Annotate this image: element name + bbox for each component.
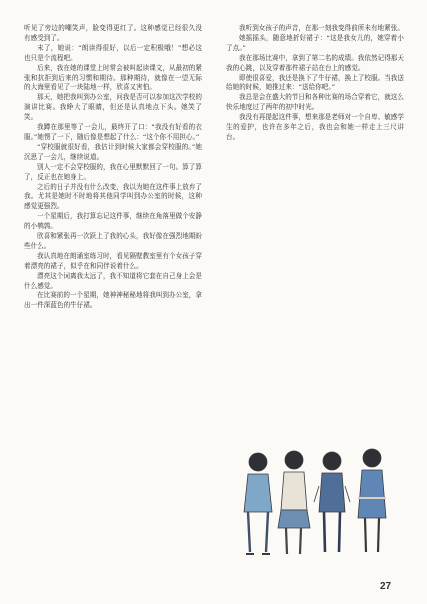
paragraph: 我在那场比赛中，拿到了第二名的成绩。我依然记得那天我的心跳，以及穿着那件裙子站在台上的感觉。 (226, 53, 404, 72)
paragraph: 我没有再提起这件事，想来那是老师对一个自卑、敏感学生的爱护，也许在多年之后，我也会和她一样走上三尺讲台。 (226, 113, 404, 141)
student-figure (244, 453, 272, 554)
paragraph: 她摇摇头，随意地折好裙子：“这是我女儿的，她穿着小了点。” (226, 33, 404, 52)
article-column-right (226, 24, 404, 330)
students-illustration (234, 440, 402, 565)
paragraph: 漂亮这个词离我太远了，我不知道将它套在自己身上会是什么感觉。 (24, 271, 202, 290)
page-number: 27 (380, 581, 392, 592)
paragraph: 我总是会在盛大的节日和各种比赛的场合穿着它，就这么快乐地度过了两年的初中时光。 (226, 93, 404, 112)
paragraph: 后来，我在她的课堂上时常会被叫起读课文，从最初的紧张和抗拒到后来的习惯和期待。那种期待，就像在一望无际的大海里看见了一块陆地一样，欣喜又害怕。 (24, 63, 202, 92)
paragraph: 那天，她把我叫到办公室，问我是否可以参加这次学校的演讲比赛。我睁大了眼睛，但还是认真地点下头。她笑了笑。 (24, 93, 202, 122)
student-figure (278, 451, 310, 554)
paragraph: 听见了旁边的嘲笑声，脸变得更红了。这种感觉已经很久没有感受到了。 (24, 24, 202, 42)
student-figure (314, 452, 350, 552)
paragraph: 即使很喜爱，我还是换下了牛仔裙，换上了校服。当我送给她的时候，她推过来：“送给你吧。” (226, 73, 404, 92)
paragraph: 之后的日子并没有什么改变，我以为她在这件事上放弃了我。尤其是她时不时地将其他同学叫到办公室的时候，这种感觉更强烈。 (24, 182, 202, 211)
student-figure (358, 449, 386, 552)
paragraph: 我认真地在朗诵室练习时，看见隔壁教室里有个女孩子穿着漂亮的裙子，似乎在和同伴说着什么。 (24, 251, 202, 270)
paragraph: 我蹲在那里等了一会儿，最终开了口：“我没有好看的衣服。”她愣了一下，随后像是想起了什么：“这个你不用担心。” (24, 123, 202, 141)
paragraph: 欣喜和紧张再一次跃上了我的心头，我好像在强烈地期盼些什么。 (24, 232, 202, 250)
paragraph: 一个星期后，我打算忘记这件事，继续在角落里做个安静的小鹌鹑。 (24, 212, 202, 231)
paragraph: 在比赛前的一个星期，她神神秘秘地将我叫到办公室，拿出一件深蓝色的牛仔裙。 (24, 291, 202, 310)
article-column-left (24, 24, 202, 584)
paragraph: “穿校服就很好看，我估计到时候大家都会穿校服的。”她沉思了一会儿，继续说道。 (24, 142, 202, 161)
paragraph: 末了，她说：“朗读得很好，以后一定积极哦！”想必这也只是个流程吧。 (24, 43, 202, 62)
paragraph: 别人一定不会穿校服的，我在心里默默回了一句。算了算了，反正也在她身上。 (24, 162, 202, 181)
paragraph: 我听到女孩子的声音，在那一刻我变得前所未有地紧张。 (239, 24, 404, 32)
